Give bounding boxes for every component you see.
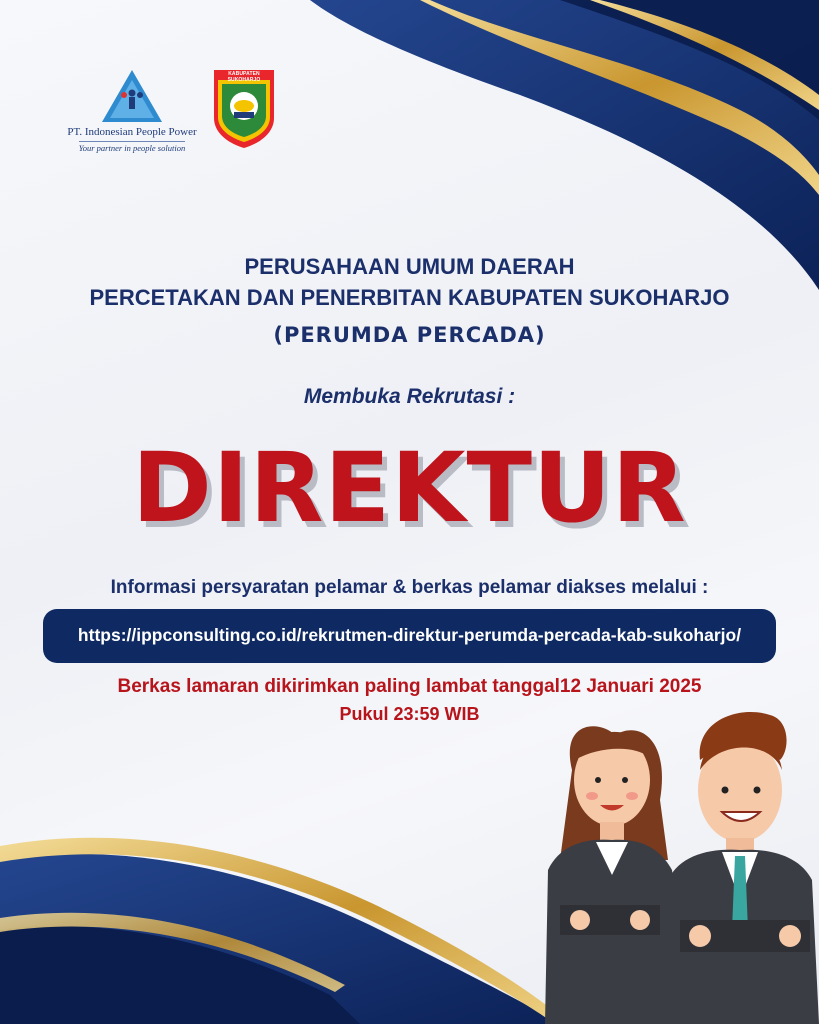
- position-title: DIREKTUR: [132, 432, 687, 544]
- ipp-logo: [62, 68, 202, 156]
- company-abbreviation: (PERUMDA PERCADA): [273, 323, 546, 347]
- deadline-date: Berkas lamaran dikirimkan paling lambat tanggal12 Januari 2025: [117, 676, 702, 697]
- ipp-company-name: PT. Indonesian People Power: [67, 126, 197, 138]
- company-heading-line2: PERCETAKAN DAN PENERBITAN KABUPATEN SUKOHARJO: [89, 285, 730, 310]
- recruitment-subheading: Membuka Rekrutasi :: [303, 385, 516, 408]
- recruitment-url-link[interactable]: https://ippconsulting.co.id/rekrutmen-direktur-perumda-percada-kab-sukoharjo/: [77, 625, 742, 645]
- info-text: Informasi persyaratan pelamar & berkas pelamar diakses melalui :: [110, 577, 709, 598]
- url-box: [43, 609, 776, 663]
- ipp-tagline: Your partner in people solution: [78, 143, 186, 153]
- kabupaten-label: KABUPATEN SUKOHARJO: [227, 71, 261, 83]
- company-heading-line1: PERUSAHAAN UMUM DAERAH: [244, 254, 575, 279]
- ipp-triangle-icon: [100, 68, 164, 124]
- deadline-time: Pukul 23:59 WIB: [339, 704, 480, 724]
- kabupaten-sukoharjo-emblem: [212, 68, 276, 150]
